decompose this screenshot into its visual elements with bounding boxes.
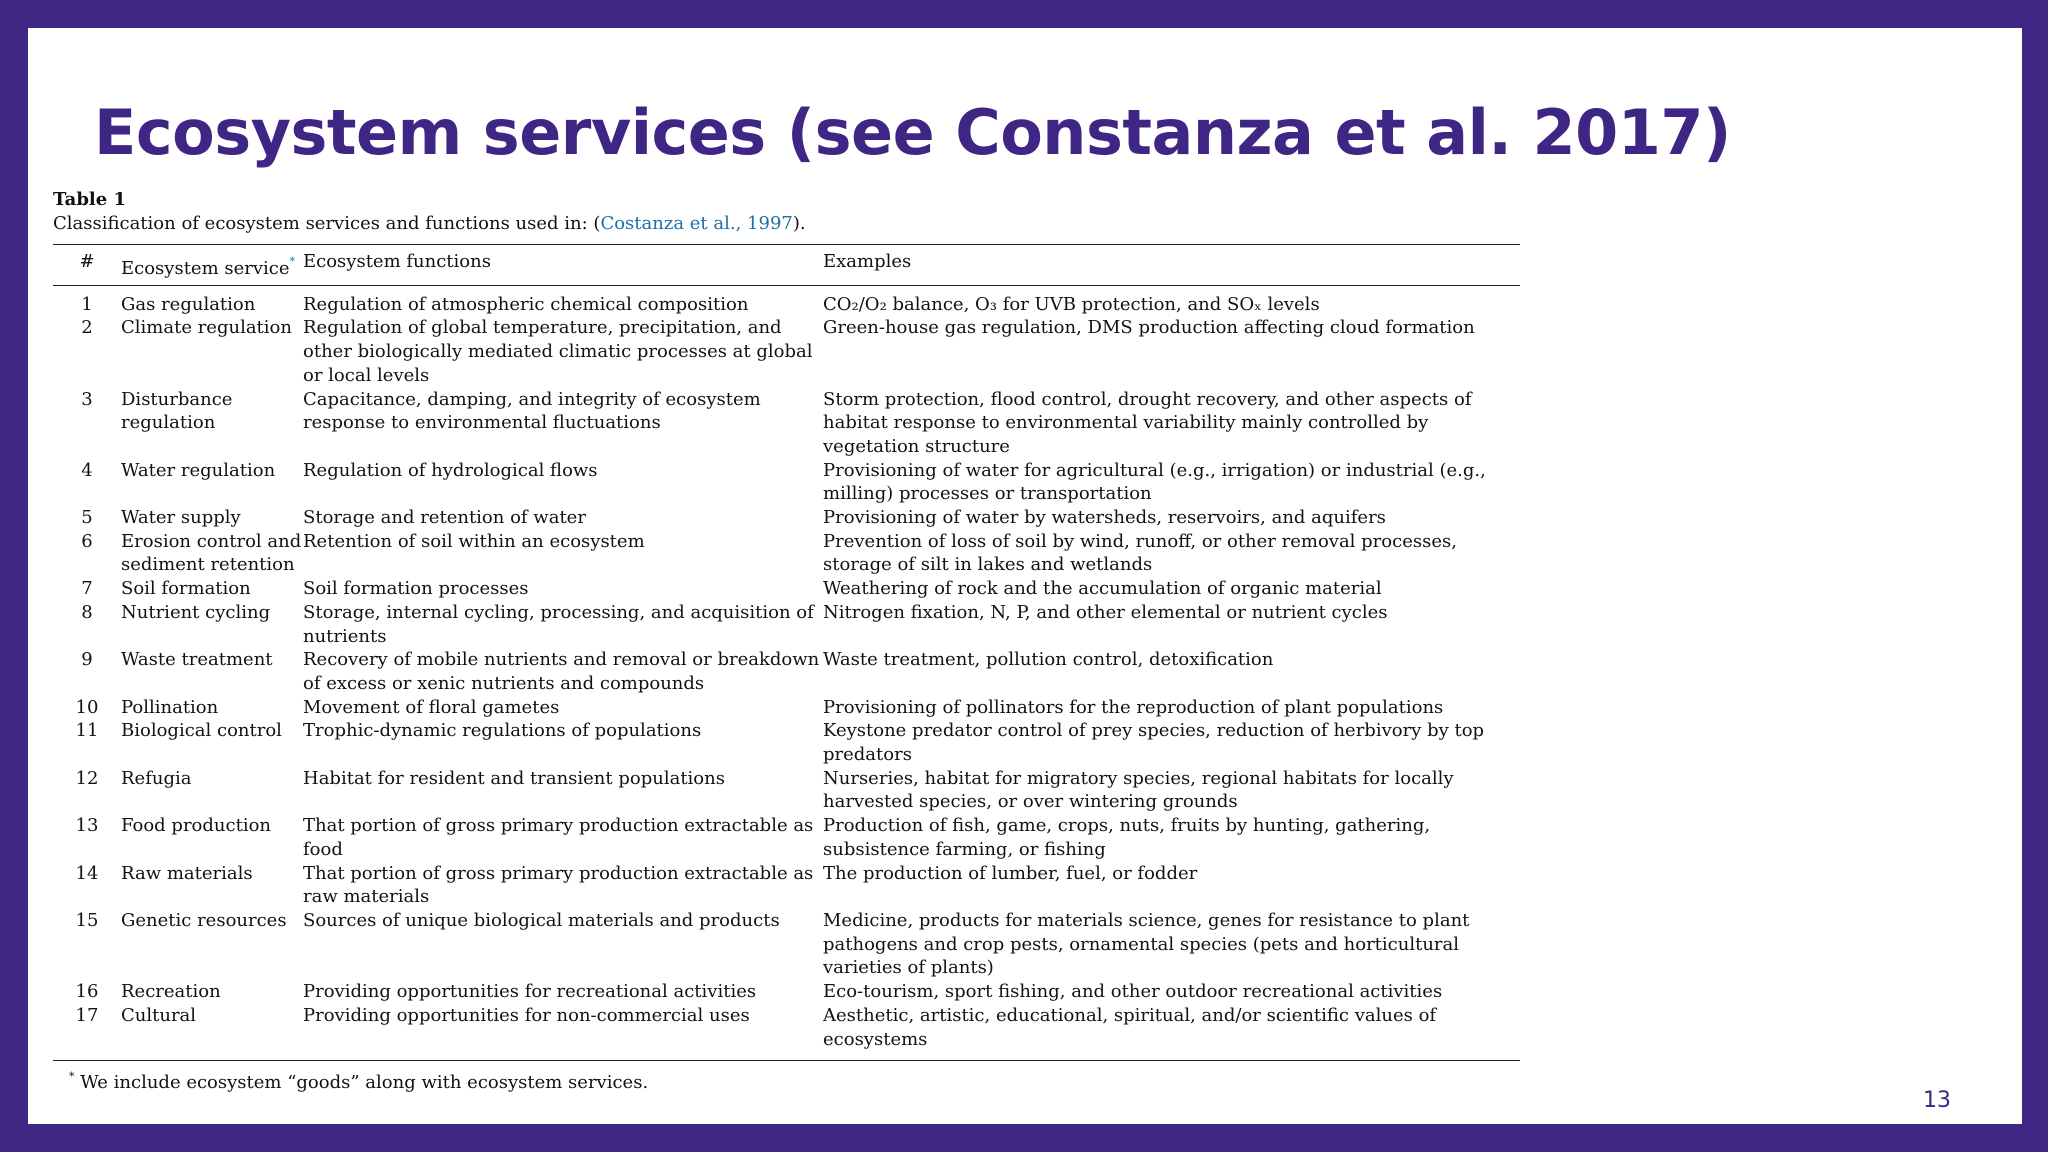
table-body — [53, 285, 1520, 1061]
table-row — [53, 862, 1520, 909]
cell-functions: Regulation of atmospheric chemical composition — [303, 293, 749, 315]
table-row — [53, 388, 1520, 459]
cell-num: 5 — [81, 507, 93, 529]
cell-num: 1 — [81, 293, 93, 315]
caption-suffix: ). — [792, 213, 806, 234]
cell-functions: Retention of soil within an ecosystem — [303, 530, 645, 552]
cell-examples: CO₂/O₂ balance, O₃ for UVB protection, and SOₓ levels — [823, 293, 1320, 315]
table-row — [53, 814, 1520, 861]
table-label: Table 1 — [53, 189, 127, 210]
cell-functions: Regulation of global temperature, precipitation, and other biologically mediated climatic processes at global or local levels — [303, 317, 813, 386]
cell-num: 15 — [75, 909, 99, 931]
table-figure — [53, 188, 1520, 1095]
table-row — [53, 719, 1520, 766]
cell-functions: That portion of gross primary production extractable as food — [303, 815, 814, 860]
table-row — [53, 459, 1520, 506]
cell-examples: Waste treatment, pollution control, detoxification — [823, 649, 1274, 671]
caption-prefix: Classification of ecosystem services and functions used in: ( — [53, 213, 601, 234]
cell-examples: Nitrogen fixation, N, P, and other elemental or nutrient cycles — [823, 601, 1388, 623]
table-row — [53, 601, 1520, 648]
cell-service: Water supply — [121, 507, 241, 529]
table-footnote — [53, 1065, 1520, 1095]
cell-examples: The production of lumber, fuel, or fodder — [823, 862, 1198, 884]
cell-examples: Aesthetic, artistic, educational, spiritual, and/or scientific values of ecosystems — [823, 1004, 1520, 1061]
header-functions: Ecosystem functions — [303, 245, 823, 286]
cell-functions: That portion of gross primary production extractable as raw materials — [303, 862, 814, 908]
cell-functions: Storage, internal cycling, processing, and acquisition of nutrients — [303, 601, 814, 647]
cell-service: Climate regulation — [121, 317, 292, 339]
cell-num: 13 — [75, 815, 99, 837]
table-row — [53, 767, 1520, 814]
ecosystem-services-table — [53, 244, 1520, 1061]
footnote-text: We include ecosystem “goods” along with ecosystem services. — [80, 1072, 649, 1094]
table-row — [53, 980, 1520, 1004]
cell-num: 4 — [81, 459, 93, 481]
page-number: 13 — [1923, 1088, 1951, 1113]
cell-service: Cultural — [121, 1004, 303, 1061]
table-row — [53, 1004, 1520, 1061]
cell-num: 16 — [75, 981, 99, 1003]
cell-service: Gas regulation — [121, 293, 256, 315]
table-row — [53, 530, 1520, 577]
cell-num: 9 — [81, 649, 93, 671]
citation-link[interactable]: Costanza et al., 1997 — [600, 213, 793, 234]
cell-examples: Weathering of rock and the accumulation of organic material — [823, 578, 1382, 600]
header-service-label: Ecosystem service — [121, 258, 290, 279]
cell-service: Recreation — [121, 981, 221, 1003]
cell-service: Biological control — [121, 720, 282, 742]
cell-functions: Habitat for resident and transient populations — [303, 767, 725, 789]
cell-examples: Green-house gas regulation, DMS production affecting cloud formation — [823, 317, 1475, 339]
cell-functions: Storage and retention of water — [303, 507, 586, 529]
cell-num: 14 — [75, 862, 99, 884]
table-row — [53, 648, 1520, 695]
cell-functions: Providing opportunities for non-commercial uses — [303, 1004, 823, 1061]
cell-num: 17 — [53, 1004, 121, 1061]
cell-service: Food production — [121, 815, 272, 837]
table-row — [53, 909, 1520, 980]
cell-functions: Soil formation processes — [303, 578, 529, 600]
cell-functions: Recovery of mobile nutrients and removal or breakdown of excess or xenic nutrients and compounds — [303, 649, 820, 694]
cell-num: 11 — [75, 720, 99, 742]
cell-functions: Movement of floral gametes — [303, 696, 560, 718]
cell-examples: Provisioning of pollinators for the reproduction of plant populations — [823, 696, 1444, 718]
table-header-row — [53, 245, 1520, 286]
cell-service: Raw materials — [121, 862, 253, 884]
cell-service: Erosion control and sediment retention — [121, 530, 302, 576]
table-row — [53, 577, 1520, 601]
cell-examples: Medicine, products for materials science, genes for resistance to plant pathogens and crop pests, ornamental species (pets and horticultural varieties of plants) — [823, 909, 1470, 979]
table-row — [53, 506, 1520, 530]
cell-num: 3 — [81, 388, 93, 410]
cell-examples: Nurseries, habitat for migratory species, regional habitats for locally harvested species, or over wintering grounds — [823, 767, 1454, 813]
cell-functions: Regulation of hydrological flows — [303, 459, 598, 481]
table-caption — [53, 212, 1520, 236]
footnote-mark: * — [69, 1070, 75, 1084]
cell-service: Soil formation — [121, 578, 251, 600]
cell-functions: Sources of unique biological materials and products — [303, 909, 780, 931]
cell-functions: Capacitance, damping, and integrity of ecosystem response to environmental fluctuations — [303, 388, 761, 434]
cell-num: 7 — [81, 578, 93, 600]
cell-examples: Eco-tourism, sport fishing, and other outdoor recreational activities — [823, 981, 1443, 1003]
footnote-marker: * — [289, 255, 296, 268]
cell-num: 2 — [81, 317, 93, 339]
cell-service: Refugia — [121, 767, 192, 789]
header-service — [121, 245, 303, 286]
cell-functions: Providing opportunities for recreational activities — [303, 981, 757, 1003]
cell-examples: Provisioning of water by watersheds, reservoirs, and aquifers — [823, 507, 1386, 529]
header-examples: Examples — [823, 245, 1520, 286]
cell-service: Pollination — [121, 696, 219, 718]
cell-service: Water regulation — [121, 459, 276, 481]
table-row — [53, 316, 1520, 387]
cell-num: 6 — [81, 530, 93, 552]
cell-examples: Keystone predator control of prey species, reduction of herbivory by top predators — [823, 720, 1485, 766]
cell-examples: Storm protection, flood control, drought recovery, and other aspects of habitat response to environmental variability mainly controlled by vegetation structure — [823, 388, 1472, 457]
cell-service: Disturbance regulation — [121, 388, 233, 434]
cell-functions: Trophic-dynamic regulations of populations — [303, 720, 702, 742]
cell-service: Nutrient cycling — [121, 601, 271, 623]
slide — [28, 28, 2022, 1124]
cell-service: Waste treatment — [121, 649, 273, 671]
table-row — [53, 285, 1520, 316]
cell-service: Genetic resources — [121, 909, 287, 931]
slide-title: Ecosystem services (see Constanza et al. 2017) — [94, 96, 1731, 169]
cell-examples: Prevention of loss of soil by wind, runoff, or other removal processes, storage of silt in lakes and wetlands — [823, 530, 1457, 576]
table-row — [53, 696, 1520, 720]
cell-num: 12 — [75, 767, 99, 789]
cell-num: 10 — [75, 696, 99, 718]
cell-examples: Production of fish, game, crops, nuts, fruits by hunting, gathering, subsistence farming, or fishing — [823, 815, 1431, 860]
cell-examples: Provisioning of water for agricultural (e.g., irrigation) or industrial (e.g., milling) processes or transportation — [823, 459, 1486, 505]
header-num: # — [53, 245, 121, 286]
cell-num: 8 — [81, 601, 93, 623]
